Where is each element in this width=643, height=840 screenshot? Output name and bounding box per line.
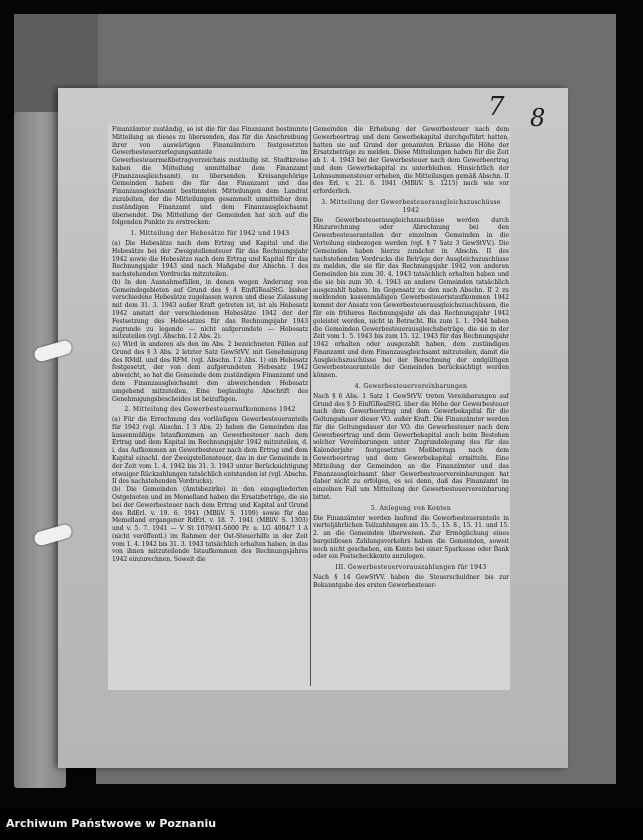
section-heading: 2. Mitteilung des Gewerbesteueraufkommens 1942 (124, 406, 296, 414)
paragraph: Die Finanzämter werden laufend die Gewerbesteueranteile in vierteljährlichen Teilzahlungen am 15. 5., 15. 8., 15. 11. und 15. 2. an die Gemeinden überweisen. Zur Ermöglichung eines bargeldlosen Zahlungsverkehrs haben die Gemeinden, soweit noch nicht geschehen, ein Konto bei einer Sparkasse oder Bank oder ein Postscheckkonto anzulegen. (313, 514, 509, 561)
paragraph: (b) Die Gemeinden (Amtsbezirke) in den eingegliederten Ostgebieten und im Memelland haben die Ersatzbeträge, die sie bei der Gewerbesteuer nach dem Ertrag und Kapital auf Grund des RdErl. v. 19. 6. 1941 (MBliV. S. 1199) sowie für das Memelland ergangener RdErl. v. 18. 7. 1941 (MBliV. S. 1303) und v. 5. 7. 1941 — V St 1079/41-5600 Pr. u. LG 4004/7 I A (nicht veröffentl.) im Rahmen der Ost-Steuerhilfe in der Zeit vom 1. 4. 1942 bis 31. 3. 1943 tatsächlich erhalten haben, in das von ihnen mitzuteilende Istaufkommen des Rechnungsjahres 1942 einzurechnen. Soweit die (112, 486, 308, 564)
archive-label: Archiwum Państwowe w Poznaniu (6, 817, 217, 830)
handwritten-mark: 8 (530, 104, 546, 132)
paragraph: Gemeinden die Erhebung der Gewerbesteuer nach dem Gewerbeertrag und dem Gewerbekapital durchgeführt hatten, hatten sie auf Grund der genannten Erlasse die Höhe der Ersatzbeträge zu melden. Diese Mitteilungen haben für die Zeit ab 1. 4. 1943 bei der Gewerbesteuer nach dem Gewerbeertrag und dem Gewerbekapital zu unterbleiben. Hinsichtlich der Lohnsummensteuer erheben, die Mitteilungen gemäß Abschn. II des Erl. v. 21. 6. 1941 (MBliV. S. 1215) nach wie vor erforderlich. (313, 126, 509, 196)
paragraph: Nach § 14 GewStVV. haben die Steuerschuldner bis zur Bekanntgabe des ersten Gewerbesteuer- (313, 573, 509, 589)
section-heading: 3. Mitteilung der Gewerbesteuerausgleichszuschüsse 1942 (321, 199, 501, 214)
archive-footer (0, 808, 643, 840)
section-heading: III. Gewerbesteuervorauszahlungen für 1943 (335, 564, 487, 572)
column-divider (310, 126, 311, 686)
section-heading: 5. Anlegung von Konten (370, 504, 452, 512)
right-column (313, 126, 509, 688)
paragraph: Finanzämter zuständig, so ist die für das Finanzamt bestimmte Mitteilung an dieses zu übersenden, das für die Anschreibung ihrer von auswärtigen Finanzämtern festgesetzten Gewerbesteuerzerlegungsanteile im Gewerbesteuermeßbetragverzeichnis zuständig ist. Stadtkreise haben die Mitteilung unmittelbar dem Finanzamt (Finanzausgleichsamt) zu übersenden. Kreisangehörige Gemeinden haben die für das Finanzamt und das Finanzausgleichsamt bestimmten Mitteilungen dem Landrat zuzuleiten, der die Mitteilungen gesammelt unmittelbar dem zuständigen Finanzamt und dem Finanzausgleichsamt übersendet. Die Mitteilung der Gemeinden hat sich auf die folgenden Punkte zu erstrecken: (112, 126, 308, 227)
paragraph: Nach § 6 Abs. 1 Satz 1 GewStVV. treten Vereinbarungen auf Grund des § 5 EinfGRealStG. über die Höhe der Gewerbesteuer nach dem Gewerbeertrag und dem Gewerbekapital für die Geltungsdauer dieser VO. außer Kraft. Die Finanzämter werden für die Geltungsdauer der VO. die Gewerbesteuer nach dem Gewerbeertrag und dem Gewerbekapital auch beim Bestehen solcher Vereinbarungen unter Zugrundelegung des für das Kalenderjahr festgesetzten Meßbetrags nach dem Gewerbeertrag und dem Gewerbekapital ermitteln. Eine Mitteilung der Gemeinden an die Finanzämter und das Finanzausgleichsamt über Gewerbesteuervereinbarungen hat daher nicht zu erfolgen, es sei denn, daß das Finanzamt im einzelnen Fall um Mitteilung der Gewerbesteuervereinbarung bittet. (313, 392, 509, 501)
paragraph: (a) Für die Errechnung des vorläufigen Gewerbesteueranteils für 1943 (vgl. Abschn. I 3 Abs. 2) haben die Gemeinden das kassenmäßige Istaufkommen an Gewerbesteuer nach dem Ertrag und dem Kapital im Rechnungsjahr 1942 mitzuteilen, d. i. das Aufkommen an Gewerbesteuer nach dem Ertrag und dem Kapital einschl. der Zweigstellensteuer, das in der Gemeinde in der Zeit vom 1. 4. 1942 bis 31. 3. 1943 unter Berücksichtigung etwaiger Rückzahlungen tatsächlich entstanden ist (vgl. Abschn. II des nachstehenden Vordrucks). (112, 416, 308, 486)
paragraph: (a) Die Hebesätze nach dem Ertrag und Kapital und die Hebesätze bei der Zweigstellensteuer für das Rechnungsjahr 1942 sowie die Hebesätze nach dem Ertrag und Kapital für das Rechnungsjahr 1943 sind nach Maßgabe der Abschn. I des nachstehenden Vordrucks mitzuteilen. (112, 239, 308, 279)
handwritten-page-number: 7 (488, 92, 505, 122)
section-heading: 1. Mitteilung der Hebesätze für 1942 und 1943 (130, 230, 290, 238)
paragraph: Die Gewerbesteuerausgleichszuschüsse werden durch Hinzurechnung oder Abrechnung bei den Gewerbesteueranteilen der einzelnen Gemeinden in die Verteilung einbezogen werden (vgl. § 7 Satz 3 GewStVV.). Die Gemeinden haben hierzu zunächst in Abschn. II des nachstehenden Vordrucks die Beträge der Ausgleichszuschüsse zu melden, die sie für das Rechnungsjahr 1942 von anderen Gemeinden bis zum 30. 4. 1943 tatsächlich erhalten haben und die sie bis zum 30. 4. 1943 an andere Gemeinden tatsächlich ausgezahlt haben. Im Gegensatz zu den nach Abschn. II 2 zu meldenden kassenmäßigen Gewerbesteueristaufkommen 1942 kommt der Ansatz von Gewerbesteuerausgleichszuschüssen, die für ein früheres Rechnungsjahr als das Rechnungsjahr 1942 geleistet werden, nicht in Betracht. Bis zum 1. 1. 1944 haben die Gemeinden Gewerbesteuerausgleichsbeträge, die sie in der Zeit vom 1. 5. 1943 bis zum 15. 12. 1943 für das Rechnungsjahr 1942 erhalten oder ausgezahlt haben, dem zuständigen Finanzamt und dem Finanzausgleichsamt mitzuteilen, damit die Ausgleichszuschüsse bei der Berechnung der endgültigen Gewerbesteueranteile der Gemeinden berücksichtigt werden können. (313, 216, 509, 380)
left-column (112, 126, 308, 688)
section-heading: 4. Gewerbesteuervereinbarungen (354, 383, 468, 390)
paragraph: (b) In den Ausnahmefällen, in denen wegen Änderung von Gemeindegebieten auf Grund des § 4 EinfGRealStG. bisher verschiedene Hebesätze zugelassen waren und diese Zulassung mit dem 31. 3. 1943 außer Kraft getreten ist, ist als Hebesatz 1942 anstatt der verschiedenen Hebesätze 1942 der der Festsetzung des Hebesatzes für das Rechnungsjahr 1943 zugrunde zu legende — nicht aufgerundete — Hebesatz mitzuteilen (vgl. Abschn. I 2 Abs. 2). (112, 278, 308, 341)
paragraph: (c) Wird in anderen als den im Abs. 2 bezeichneten Fällen auf Grund des § 3 Abs. 2 letzter Satz GewStVV. mit Genehmigung des RMdI. und des RFM. (vgl. Abschn. I 2 Abs. 1) ein Hebesatz festgesetzt, der von dem aufgerundeten Hebesatz 1942 abweicht, so hat die Gemeinde dem zuständigen Finanzamt und dem Finanzausgleichsamt den abweichenden Hebesatz umgehend mitzuteilen. Eine beglaubigte Abschrift des Genehmigungsbescheides ist beizufügen. (112, 341, 308, 403)
